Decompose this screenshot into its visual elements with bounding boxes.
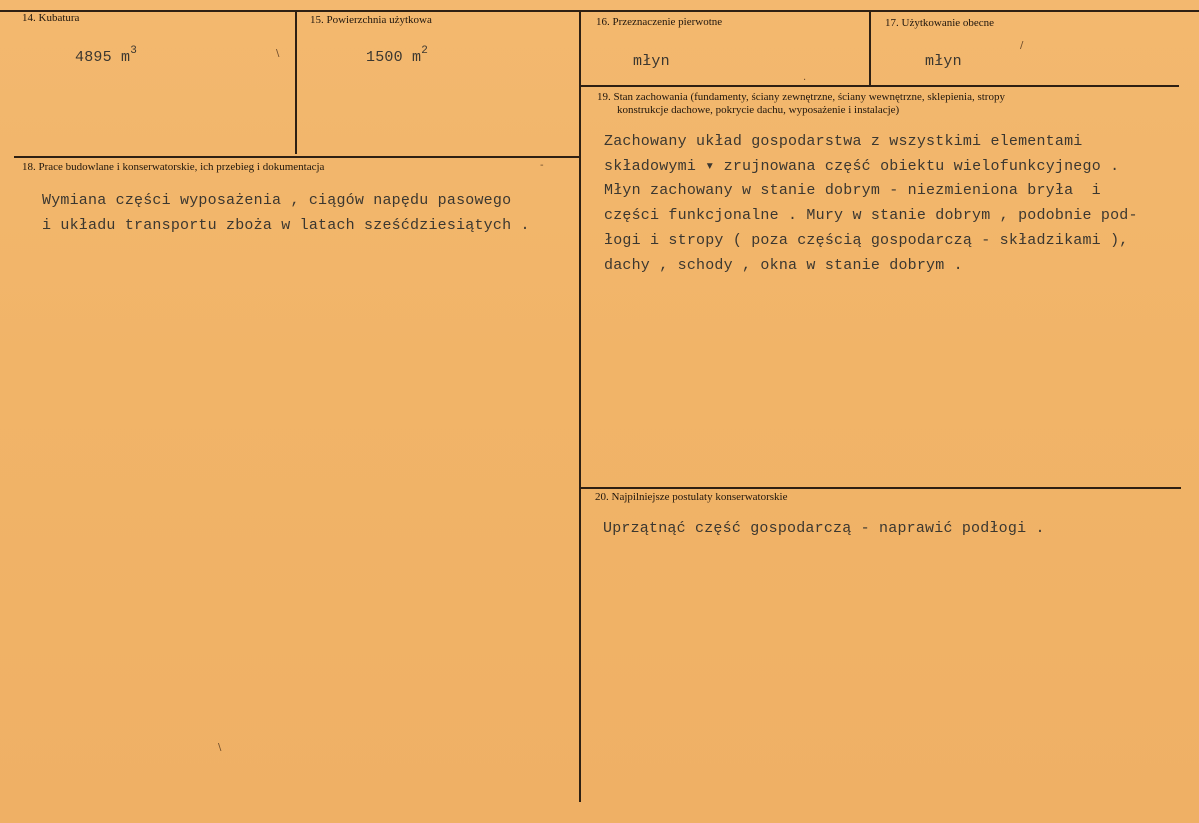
stan-label-line1: 19. Stan zachowania (fundamenty, ściany zewnętrzne, ściany wewnętrzne, sklepienia, stropy: [597, 91, 1005, 103]
stan-line: dachy , schody , okna w stanie dobrym .: [604, 257, 963, 274]
stan-line: Zachowany układ gospodarstwa z wszystkimi elementami: [604, 133, 1083, 150]
kubatura-value: [75, 46, 137, 70]
prace-line: i układu transportu zboża w latach sześćdziesiątych .: [42, 217, 530, 234]
kubatura-exponent: 3: [130, 45, 138, 57]
przeznaczenie-label: 16. Przeznaczenie pierwotne: [596, 16, 723, 28]
divider-14-15: [295, 10, 297, 154]
uzytkowanie-value: młyn: [925, 53, 962, 70]
top-rule: [0, 10, 1199, 12]
rule-under-14-15: [14, 156, 581, 158]
prace-line: Wymiana części wyposażenia , ciągów napędu pasowego: [42, 192, 512, 209]
kubatura-number: 4895 m: [75, 49, 131, 66]
prace-label: 18. Prace budowlane i konserwatorskie, ich przebieg i dokumentacja: [22, 161, 325, 173]
postulaty-label: 20. Najpilniejsze postulaty konserwatorskie: [595, 491, 788, 503]
kubatura-label: 14. Kubatura: [22, 12, 80, 24]
rule-under-16-17: [581, 85, 1179, 87]
stan-line: części funkcjonalne . Mury w stanie dobrym , podobnie pod-: [604, 207, 1138, 224]
paper-speck: -: [540, 160, 544, 171]
przeznaczenie-value: młyn: [633, 53, 670, 70]
paper-speck: \: [276, 48, 280, 59]
divider-16-17: [869, 10, 871, 86]
powierzchnia-value: [366, 46, 428, 70]
paper-speck: .: [803, 72, 807, 83]
stan-label-line2: konstrukcje dachowe, pokrycie dachu, wyposażenie i instalacje): [617, 104, 900, 116]
rule-above-20: [581, 487, 1181, 489]
postulaty-line: Uprzątnąć część gospodarczą - naprawić podłogi .: [603, 520, 1045, 537]
center-divider: [579, 10, 581, 802]
stan-line: łogi i stropy ( poza częścią gospodarczą - składzikami ),: [604, 232, 1129, 249]
paper-speck: \: [218, 742, 222, 753]
powierzchnia-number: 1500 m: [366, 49, 422, 66]
stan-line: Młyn zachowany w stanie dobrym - niezmieniona bryła i: [604, 182, 1101, 199]
paper-speck: /: [1020, 40, 1024, 51]
uzytkowanie-label: 17. Użytkowanie obecne: [885, 17, 995, 29]
powierzchnia-label: 15. Powierzchnia użytkowa: [310, 14, 432, 26]
stan-line: składowymi ▾ zrujnowana część obiektu wielofunkcyjnego .: [604, 158, 1120, 175]
powierzchnia-exponent: 2: [421, 45, 429, 57]
